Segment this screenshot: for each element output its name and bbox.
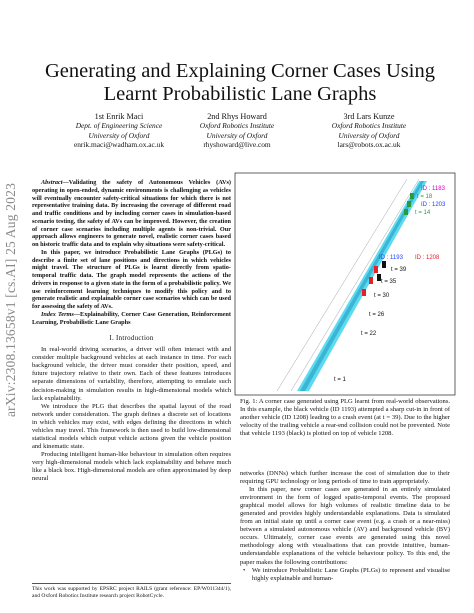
label-t14: t = 14 <box>415 210 431 216</box>
figure-caption: Fig. 1: A corner case generated using PLG learnt from real-world observations. In this example, the black vehicle (ID 1193) attempted a sharp cut-in in front of another vehicle (ID 1208) leading to a crash event (at t = 39). Due to the higher velocity of the trailing vehicle a rear-end collision could not be prevented. Note that vehicle 1193 (black) is plotted on top of vehicle 1208. <box>240 398 450 438</box>
red-vehicle-marker <box>362 289 366 296</box>
author-org: University of Oxford <box>338 130 400 140</box>
author-dept: Oxford Robotics Institute <box>331 121 407 131</box>
label-id1193: ID : 1193 <box>379 255 403 261</box>
red-vehicle-marker <box>374 266 378 273</box>
author-3 <box>294 112 444 150</box>
arxiv-stamp <box>2 150 20 450</box>
left-column <box>32 179 231 483</box>
abstract-paragraph-2: In this paper, we introduce Probabilistic Lane Graphs (PLGs) to describe a finite set of lane positions and directions in which vehicles might travel. The structure of PLGs is learnt directly from spatio-temporal traffic data. The graph model represents the actions of the drivers in response to a given state in the form of a probabilistic policy. We use reinforcement learning techniques to modify this policy and to generate realistic and explainable corner case scenarios which can be used for assessing the safety of AVs. <box>32 248 231 310</box>
label-t26: t = 26 <box>369 312 385 318</box>
intro-paragraph-3: Producing intelligent human-like behaviour in simulation often requires very high-dimensional models which lack explainability and behave much like a black box. High-dimensional models are often approximated by deep neural <box>32 450 231 483</box>
red-vehicle-marker <box>369 277 373 284</box>
label-id1203: ID : 1203 <box>421 202 446 208</box>
green-vehicle-marker <box>410 193 414 199</box>
green-vehicle-marker <box>407 201 411 207</box>
label-id1208: ID : 1208 <box>415 255 440 261</box>
author-email: lars@robots.ox.ac.uk <box>337 140 401 150</box>
intro-paragraph-2: We introduce the PLG that describes the spatial layout of the road network under consideration. The graph defines a discrete set of locations in which vehicles may exist, with edges defining the directions in which vehicles may travel. This framework is then used to build low-dimensional statistical models which output vehicle actions given the vehicle position and kinematic state. <box>32 402 231 450</box>
label-t1: t = 1 <box>334 377 346 383</box>
author-name: 2nd Rhys Howard <box>207 112 267 121</box>
section-heading: I. Introduction <box>109 335 154 343</box>
abstract-paragraph <box>32 179 231 249</box>
index-terms <box>32 311 231 327</box>
green-vehicle-marker <box>404 209 408 215</box>
author-email: rhyshoward@live.com <box>203 140 271 150</box>
author-org: University of Oxford <box>206 130 268 140</box>
abstract <box>32 179 231 326</box>
intro-paragraph-1: In real-world driving scenarios, a driver will often interact with and consider multiple background vehicles at each instance in time. For each background vehicle, the driver must consider their position, speed, and future trajectory relative to their own. Each of these features introduces separate dimensions of variability, therefore, attempting to emulate such decision-making in simulation results in high-dimensional models which lack explainability. <box>32 346 231 402</box>
arxiv-stamp-text: arXiv:2308.13658v1 [cs.AI] 25 Aug 2023 <box>3 182 18 418</box>
paper-title: Generating and Explaining Corner Cases Using Learnt Probabilistic Lane Graphs <box>45 60 435 105</box>
label-t30: t = 30 <box>374 293 390 299</box>
author-org: University of Oxford <box>88 130 150 140</box>
right-column-text <box>240 470 450 583</box>
abstract-text-1: —Validating the safety of Autonomous Vehicles (AVs) operating in open-ended, dynamic environments is challenging as vehicles will eventually encounter safety-critical situations for which there is not representative training data. By increasing the coverage of different road and traffic conditions and by including corner cases in simulation-based scenario testing, the safety of AVs can be improved. However, the creation of corner case scenarios including multiple agents is non-trivial. Our approach allows engineers to generate novel, realistic corner cases based on historic traffic data and to explain why situations were safety-critical. <box>32 179 231 248</box>
author-name: 3rd Lars Kunze <box>343 112 395 121</box>
author-dept: Dept. of Engineering Science <box>75 121 163 131</box>
right-paragraph-1: networks (DNNs) which further increase the cost of simulation due to their requiring GPU technology or long periods of time to train appropriately. <box>240 470 450 486</box>
label-t35: t = 35 <box>381 279 397 285</box>
author-dept: Oxford Robotics Institute <box>199 121 275 131</box>
label-t18: t = 18 <box>417 194 433 200</box>
corner-case-plot <box>229 171 459 397</box>
author-2 <box>162 112 312 150</box>
label-id1183: ID : 1183 <box>421 186 445 192</box>
figure-1 <box>229 171 459 397</box>
right-paragraph-2: In this paper, new corner cases are generated in an entirely simulated environment in the form of logged spatio-temporal events. The proposed graphical model allows for high volumes of realistic timeline data to be generated and provides highly understandable explanations. Data is simulated from an initial state up until a corner case event (e.g. a crash or a near-miss) between a simulated autonomous vehicle (AV) and background vehicle (BV) occurs. Ultimately, corner case events are generated using this novel methodology along with visualisations that can provide intuitive, human-understandable explanations of the vehicle behaviour policy. To this end, the paper makes the following contributions: <box>240 486 450 566</box>
label-t39: t = 39 <box>391 267 407 273</box>
author-name: 1st Enrik Maci <box>94 112 144 121</box>
label-t22: t = 22 <box>361 331 377 337</box>
index-terms-text: —Explainability, Corner Case Generation, Reinforcement Learning, Probabilistic Lane Graphs <box>32 310 231 326</box>
author-email: enrik.maci@wadham.ox.ac.uk <box>73 140 165 150</box>
black-vehicle-marker <box>382 261 386 268</box>
index-terms-label: Index Terms <box>41 310 74 318</box>
footnote: This work was supported by EPSRC project RAILS (grant reference: EP/W011344/1), and Oxford Robotics Institute research project RobotCycle. <box>32 583 231 600</box>
abstract-lead: Abstract <box>41 179 63 186</box>
contribution-bullet: • We introduce Probabilistic Lane Graphs (PLGs) to represent and visualise highly explainable and human- <box>240 567 450 583</box>
